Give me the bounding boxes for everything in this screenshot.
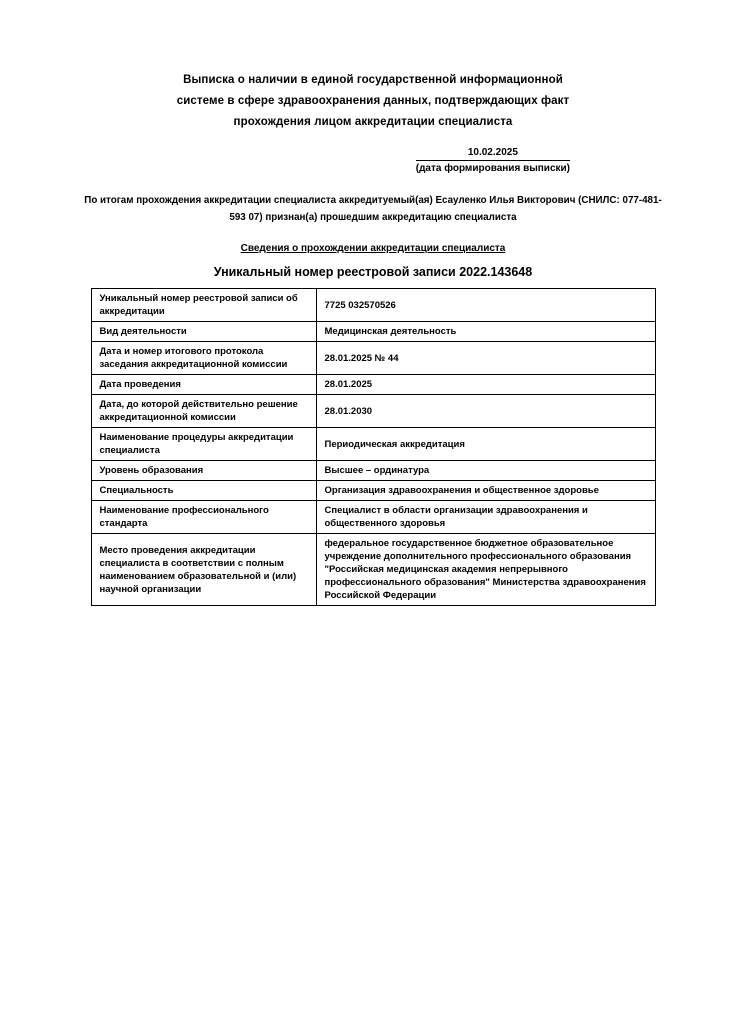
row-label: Уникальный номер реестровой записи об аккредитации	[91, 289, 316, 322]
row-value: 7725 032570526	[316, 289, 655, 322]
intro-paragraph-line: По итогам прохождения аккредитации специалиста аккредитуемый(ая) Есауленко Илья Викторович (СНИЛС: 077-481-	[84, 195, 662, 206]
table-row	[91, 395, 655, 428]
table-row	[91, 428, 655, 461]
extract-date: 10.02.2025	[416, 147, 570, 161]
accreditation-table	[91, 288, 656, 606]
intro-paragraph	[0, 192, 746, 226]
table-row	[91, 342, 655, 375]
table-row	[91, 481, 655, 501]
table-row	[91, 461, 655, 481]
row-label: Уровень образования	[91, 461, 316, 481]
table-row	[91, 289, 655, 322]
document-title-line: прохождения лицом аккредитации специалиста	[233, 116, 513, 128]
extract-date-caption: (дата формирования выписки)	[415, 163, 570, 174]
document-title	[0, 0, 746, 133]
row-label: Специальность	[91, 481, 316, 501]
registry-number-heading: Уникальный номер реестровой записи 2022.143648	[213, 265, 533, 279]
row-value: 28.01.2025 № 44	[316, 342, 655, 375]
row-label: Дата, до которой действительно решение аккредитационной комиссии	[91, 395, 316, 428]
row-value: Специалист в области организации здравоохранения и общественного здоровья	[316, 501, 655, 534]
row-label: Дата проведения	[91, 375, 316, 395]
table-row	[91, 501, 655, 534]
row-label: Дата и номер итогового протокола заседания аккредитационной комиссии	[91, 342, 316, 375]
row-label: Наименование профессионального стандарта	[91, 501, 316, 534]
table-row	[91, 534, 655, 606]
table-row	[91, 322, 655, 342]
document-title-line: системе в сфере здравоохранения данных, подтверждающих факт	[176, 95, 570, 107]
row-value: Медицинская деятельность	[316, 322, 655, 342]
section-heading: Сведения о прохождении аккредитации специалиста	[240, 243, 506, 254]
row-label: Наименование процедуры аккредитации специалиста	[91, 428, 316, 461]
extract-date-block	[0, 147, 746, 174]
row-value: 28.01.2025	[316, 375, 655, 395]
row-value: Организация здравоохранения и общественное здоровье	[316, 481, 655, 501]
row-label: Место проведения аккредитации специалиста в соответствии с полным наименованием образовательной и (или) научной организации	[91, 534, 316, 606]
intro-paragraph-line: 593 07) признан(а) прошедшим аккредитацию специалиста	[229, 212, 517, 223]
table-row	[91, 375, 655, 395]
row-value: 28.01.2030	[316, 395, 655, 428]
row-value: Периодическая аккредитация	[316, 428, 655, 461]
row-value: федеральное государственное бюджетное образовательное учреждение дополнительного профессионального образования "Российская медицинская академия непрерывного профессионального образования" Министерства здравоохранения Российской Федерации	[316, 534, 655, 606]
row-value: Высшее – ординатура	[316, 461, 655, 481]
section-heading-wrap	[0, 243, 746, 254]
document-title-line: Выписка о наличии в единой государственной информационной	[183, 74, 563, 86]
row-label: Вид деятельности	[91, 322, 316, 342]
